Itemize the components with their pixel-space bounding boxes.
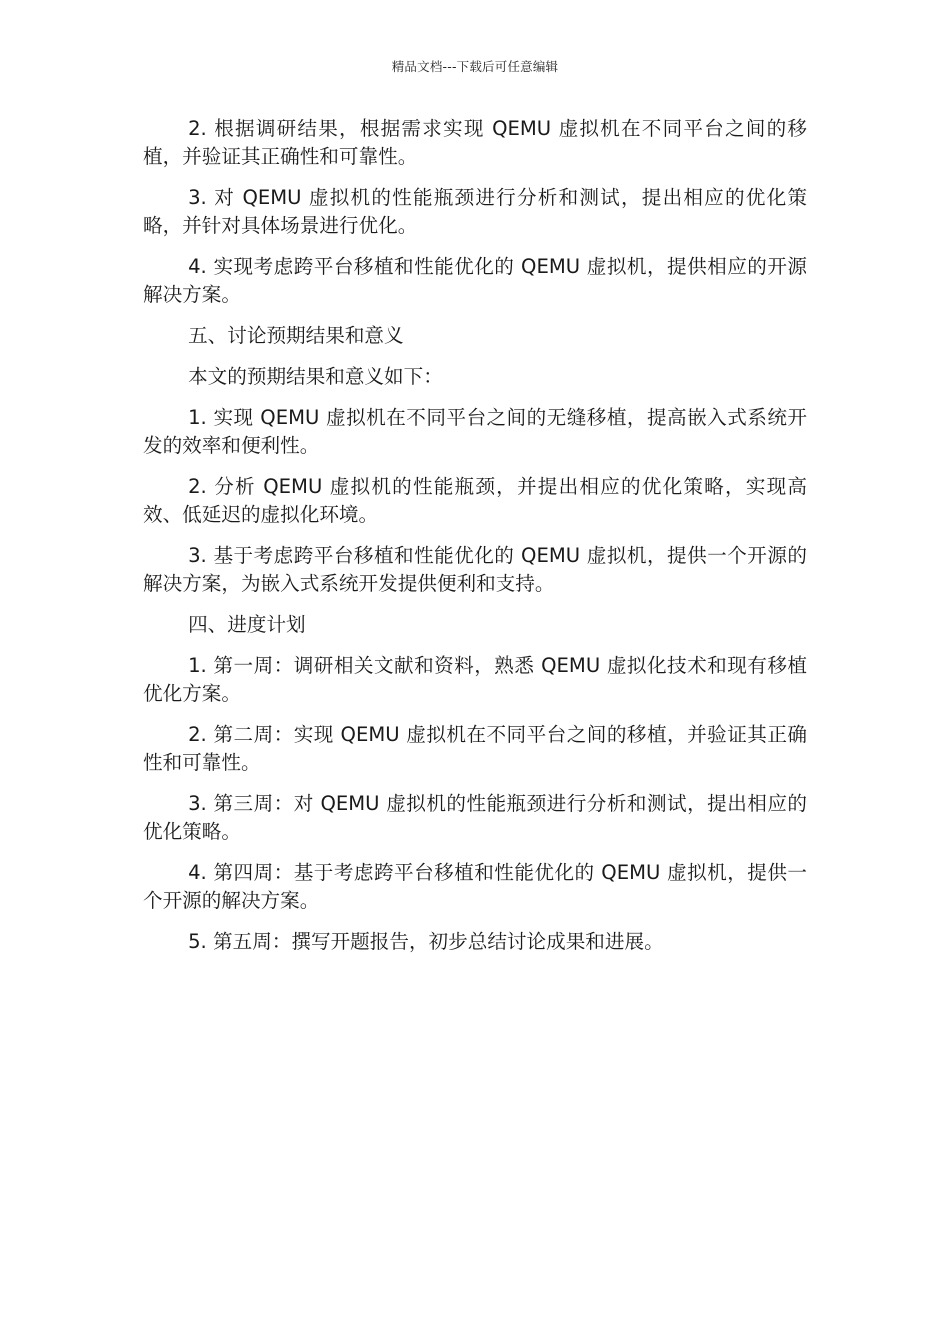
paragraph-week-3: 3. 第三周：对 QEMU 虚拟机的性能瓶颈进行分析和测试，提出相应的优化策略。 <box>143 792 807 843</box>
section-heading-schedule: 四、进度计划 <box>188 613 306 636</box>
paragraph-goal-2: 2. 根据调研结果，根据需求实现 QEMU 虚拟机在不同平台之间的移植，并验证其正确性和可靠性。 <box>143 117 807 168</box>
page-header: 精品文档---下载后可任意编辑 <box>391 59 559 74</box>
paragraph-goal-4: 4. 实现考虑跨平台移植和性能优化的 QEMU 虚拟机，提供相应的开源解决方案。 <box>143 255 807 306</box>
paragraph-result-3: 3. 基于考虑跨平台移植和性能优化的 QEMU 虚拟机，提供一个开源的解决方案，为嵌入式系统开发提供便利和支持。 <box>143 544 807 595</box>
paragraph-week-1: 1. 第一周：调研相关文献和资料，熟悉 QEMU 虚拟化技术和现有移植优化方案。 <box>143 654 807 705</box>
paragraph-goal-3: 3. 对 QEMU 虚拟机的性能瓶颈进行分析和测试，提出相应的优化策略，并针对具体场景进行优化。 <box>143 186 807 237</box>
paragraph-result-1: 1. 实现 QEMU 虚拟机在不同平台之间的无缝移植，提高嵌入式系统开发的效率和便利性。 <box>143 406 807 457</box>
section-heading-expected-results: 五、讨论预期结果和意义 <box>188 324 404 347</box>
paragraph-result-2: 2. 分析 QEMU 虚拟机的性能瓶颈，并提出相应的优化策略，实现高效、低延迟的虚拟化环境。 <box>143 475 807 526</box>
paragraph-intro-expected-results: 本文的预期结果和意义如下： <box>188 365 443 388</box>
paragraph-week-2: 2. 第二周：实现 QEMU 虚拟机在不同平台之间的移植，并验证其正确性和可靠性。 <box>143 723 807 774</box>
paragraph-week-5: 5. 第五周：撰写开题报告，初步总结讨论成果和进展。 <box>188 930 664 953</box>
document-body <box>143 115 807 969</box>
paragraph-week-4: 4. 第四周：基于考虑跨平台移植和性能优化的 QEMU 虚拟机，提供一个开源的解决方案。 <box>143 861 807 912</box>
